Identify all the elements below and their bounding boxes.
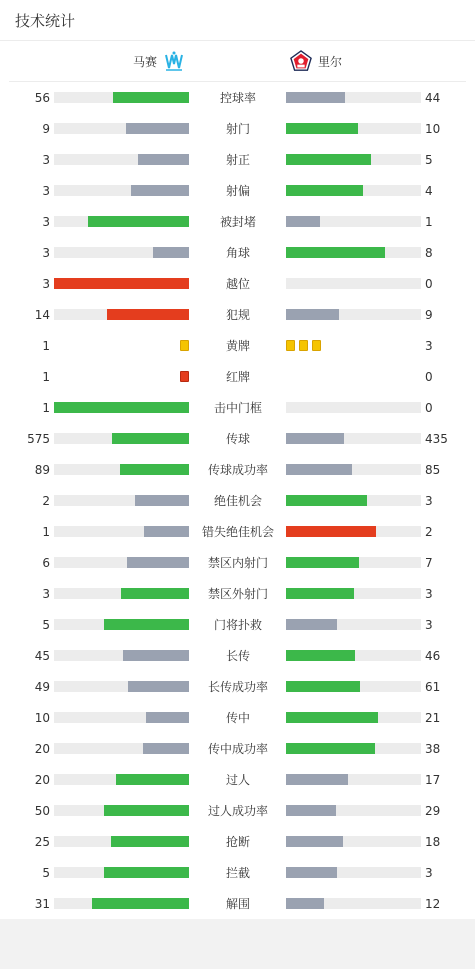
home-value: 25 [34, 834, 50, 849]
away-bar [286, 433, 344, 444]
home-value: 3 [42, 214, 50, 229]
home-value: 10 [34, 710, 50, 725]
home-bar [126, 123, 189, 134]
away-bar-track [286, 619, 421, 630]
home-bar-track [54, 433, 189, 444]
stat-label: 射正 [225, 153, 250, 167]
stat-label: 传球成功率 [207, 463, 268, 477]
home-bar-track [54, 619, 189, 630]
away-bar-track [286, 867, 421, 878]
home-value: 6 [42, 555, 50, 570]
home-value: 3 [42, 276, 50, 291]
away-bar-track [286, 402, 421, 413]
stat-label: 长传 [225, 649, 250, 663]
away-bar-track [286, 588, 421, 599]
home-cards [180, 371, 189, 382]
away-bar [286, 712, 378, 723]
home-value: 3 [42, 152, 50, 167]
stat-row [0, 857, 475, 888]
away-cards [286, 340, 321, 351]
home-value: 89 [34, 462, 50, 477]
stat-row [0, 826, 475, 857]
home-value: 5 [42, 617, 50, 632]
stat-row [0, 144, 475, 175]
stat-label: 解围 [225, 897, 250, 911]
away-bar [286, 650, 355, 661]
stat-row [0, 516, 475, 547]
home-bar-track [54, 123, 189, 134]
home-bar-track [54, 650, 189, 661]
away-bar-track [286, 650, 421, 661]
away-value: 3 [425, 586, 433, 601]
away-value: 3 [425, 617, 433, 632]
away-value: 12 [425, 896, 441, 911]
away-bar [286, 588, 354, 599]
away-value: 85 [425, 462, 441, 477]
home-bar [113, 92, 189, 103]
away-bar-track [286, 712, 421, 723]
home-bar-track [54, 805, 189, 816]
home-value: 31 [34, 896, 50, 911]
away-bar [286, 526, 376, 537]
stat-row [0, 702, 475, 733]
home-bar-track [54, 185, 189, 196]
home-value: 14 [34, 307, 50, 322]
away-bar [286, 805, 336, 816]
home-value: 9 [42, 121, 50, 136]
away-bar [286, 247, 385, 258]
home-bar [54, 278, 189, 289]
away-bar [286, 495, 367, 506]
away-bar-track [286, 526, 421, 537]
away-bar-track [286, 92, 421, 103]
away-bar [286, 92, 345, 103]
stat-row [0, 671, 475, 702]
stat-label: 禁区内射门 [207, 556, 268, 570]
away-bar [286, 681, 360, 692]
away-value: 18 [425, 834, 441, 849]
away-bar-track [286, 805, 421, 816]
stat-label: 过人成功率 [207, 804, 268, 818]
home-bar-track [54, 712, 189, 723]
home-value: 3 [42, 183, 50, 198]
stat-row [0, 175, 475, 206]
teams-header [9, 41, 466, 82]
stat-row [0, 547, 475, 578]
away-value: 10 [425, 121, 441, 136]
home-cards [180, 340, 189, 351]
home-bar [127, 557, 189, 568]
red-card-icon [180, 371, 189, 382]
away-bar [286, 216, 320, 227]
home-bar-track [54, 92, 189, 103]
home-value: 3 [42, 245, 50, 260]
stats-list [0, 82, 475, 919]
yellow-card-icon [180, 340, 189, 351]
away-value: 8 [425, 245, 433, 260]
away-bar [286, 898, 324, 909]
stat-row [0, 764, 475, 795]
stat-label: 拦截 [225, 866, 250, 880]
stat-row [0, 113, 475, 144]
yellow-card-icon [299, 340, 308, 351]
away-value: 7 [425, 555, 433, 570]
home-bar [138, 154, 189, 165]
stat-label: 越位 [225, 277, 250, 291]
stat-label: 传中 [225, 711, 250, 725]
lille-logo-icon [290, 50, 312, 72]
home-value: 1 [42, 369, 50, 384]
home-bar [107, 309, 189, 320]
away-bar-track [286, 433, 421, 444]
away-bar-track [286, 154, 421, 165]
away-value: 0 [425, 276, 433, 291]
away-value: 29 [425, 803, 441, 818]
stat-label: 黄牌 [225, 339, 250, 353]
stat-label: 控球率 [219, 91, 256, 105]
stat-label: 射偏 [225, 184, 250, 198]
yellow-card-icon [312, 340, 321, 351]
away-bar-track [286, 495, 421, 506]
away-value: 9 [425, 307, 433, 322]
stat-row [0, 237, 475, 268]
stat-label: 犯规 [225, 308, 250, 322]
home-value: 5 [42, 865, 50, 880]
home-bar [54, 402, 189, 413]
home-bar-track [54, 557, 189, 568]
home-bar [111, 836, 189, 847]
home-bar-track [54, 836, 189, 847]
away-bar [286, 123, 358, 134]
away-bar-track [286, 464, 421, 475]
away-value: 4 [425, 183, 433, 198]
stat-label: 门将扑救 [213, 618, 262, 632]
home-value: 50 [34, 803, 50, 818]
home-bar [128, 681, 189, 692]
stat-row [0, 733, 475, 764]
away-bar [286, 867, 337, 878]
home-bar-track [54, 526, 189, 537]
stat-row [0, 795, 475, 826]
away-bar-track [286, 185, 421, 196]
away-value: 3 [425, 338, 433, 353]
stat-label: 被封堵 [219, 215, 256, 229]
away-bar-track [286, 278, 421, 289]
home-bar [153, 247, 189, 258]
away-bar-track [286, 123, 421, 134]
home-value: 49 [34, 679, 50, 694]
away-bar-track [286, 743, 421, 754]
away-value: 46 [425, 648, 441, 663]
home-bar-track [54, 898, 189, 909]
away-value: 17 [425, 772, 441, 787]
stat-row [0, 299, 475, 330]
stat-row [0, 423, 475, 454]
away-value: 21 [425, 710, 441, 725]
stat-row [0, 640, 475, 671]
home-value: 3 [42, 586, 50, 601]
home-bar-track [54, 402, 189, 413]
home-bar-track [54, 681, 189, 692]
away-value: 44 [425, 90, 441, 105]
stat-row [0, 361, 475, 392]
stat-label: 传中成功率 [207, 742, 268, 756]
home-bar-track [54, 743, 189, 754]
home-value: 20 [34, 741, 50, 756]
home-bar [143, 743, 189, 754]
home-value: 45 [34, 648, 50, 663]
away-bar-track [286, 681, 421, 692]
stat-label: 击中门框 [213, 401, 262, 415]
home-bar-track [54, 495, 189, 506]
home-bar [92, 898, 189, 909]
home-bar [131, 185, 189, 196]
stat-label: 抢断 [225, 835, 250, 849]
home-bar [123, 650, 189, 661]
stat-row [0, 392, 475, 423]
away-value: 61 [425, 679, 441, 694]
away-bar [286, 557, 359, 568]
home-bar [104, 867, 189, 878]
away-bar [286, 309, 339, 320]
away-bar-track [286, 836, 421, 847]
home-team[interactable] [133, 41, 185, 81]
home-value: 1 [42, 400, 50, 415]
away-bar-track [286, 774, 421, 785]
stat-row [0, 578, 475, 609]
home-value: 56 [34, 90, 50, 105]
away-bar-track [286, 247, 421, 258]
stat-label: 传球 [225, 432, 250, 446]
home-bar [121, 588, 189, 599]
home-bar [135, 495, 189, 506]
stat-row [0, 454, 475, 485]
away-bar [286, 836, 343, 847]
home-bar [116, 774, 189, 785]
stat-label: 射门 [225, 122, 250, 136]
away-bar-track [286, 309, 421, 320]
home-bar-track [54, 774, 189, 785]
home-bar [146, 712, 189, 723]
stat-row [0, 888, 475, 919]
home-value: 2 [42, 493, 50, 508]
home-bar [112, 433, 189, 444]
section-title: 技术统计 [15, 11, 76, 30]
stat-label: 长传成功率 [207, 680, 268, 694]
home-bar [88, 216, 189, 227]
away-team[interactable] [290, 41, 342, 81]
away-value: 435 [425, 431, 448, 446]
home-value: 575 [27, 431, 50, 446]
marseille-logo-icon [163, 50, 185, 72]
stat-label: 红牌 [225, 370, 250, 384]
away-team-name: 里尔 [318, 54, 343, 69]
away-value: 1 [425, 214, 433, 229]
away-bar [286, 619, 337, 630]
home-bar [104, 805, 189, 816]
away-value: 0 [425, 400, 433, 415]
home-bar-track [54, 154, 189, 165]
home-bar-track [54, 588, 189, 599]
away-bar-track [286, 898, 421, 909]
stat-row [0, 330, 475, 361]
stat-row [0, 268, 475, 299]
stat-row [0, 485, 475, 516]
stat-label: 禁区外射门 [207, 587, 268, 601]
stat-row [0, 206, 475, 237]
away-bar-track [286, 557, 421, 568]
stat-label: 过人 [225, 773, 250, 787]
home-value: 20 [34, 772, 50, 787]
home-bar-track [54, 278, 189, 289]
away-bar-track [286, 216, 421, 227]
away-bar [286, 154, 371, 165]
section-header [0, 0, 475, 41]
away-bar [286, 774, 348, 785]
home-value: 1 [42, 338, 50, 353]
stat-row [0, 82, 475, 113]
away-value: 3 [425, 493, 433, 508]
home-team-name: 马赛 [132, 54, 157, 69]
home-bar [144, 526, 189, 537]
away-bar [286, 743, 375, 754]
home-bar [104, 619, 189, 630]
home-value: 1 [42, 524, 50, 539]
home-bar-track [54, 247, 189, 258]
away-value: 3 [425, 865, 433, 880]
home-bar [120, 464, 189, 475]
away-value: 0 [425, 369, 433, 384]
yellow-card-icon [286, 340, 295, 351]
stat-label: 绝佳机会 [213, 494, 262, 508]
home-bar-track [54, 464, 189, 475]
stat-label: 错失绝佳机会 [201, 525, 274, 539]
home-bar-track [54, 309, 189, 320]
home-bar-track [54, 867, 189, 878]
stat-row [0, 609, 475, 640]
away-bar [286, 464, 352, 475]
away-bar [286, 185, 363, 196]
away-value: 5 [425, 152, 433, 167]
home-bar-track [54, 216, 189, 227]
away-value: 38 [425, 741, 441, 756]
away-value: 2 [425, 524, 433, 539]
stat-label: 角球 [225, 246, 250, 260]
